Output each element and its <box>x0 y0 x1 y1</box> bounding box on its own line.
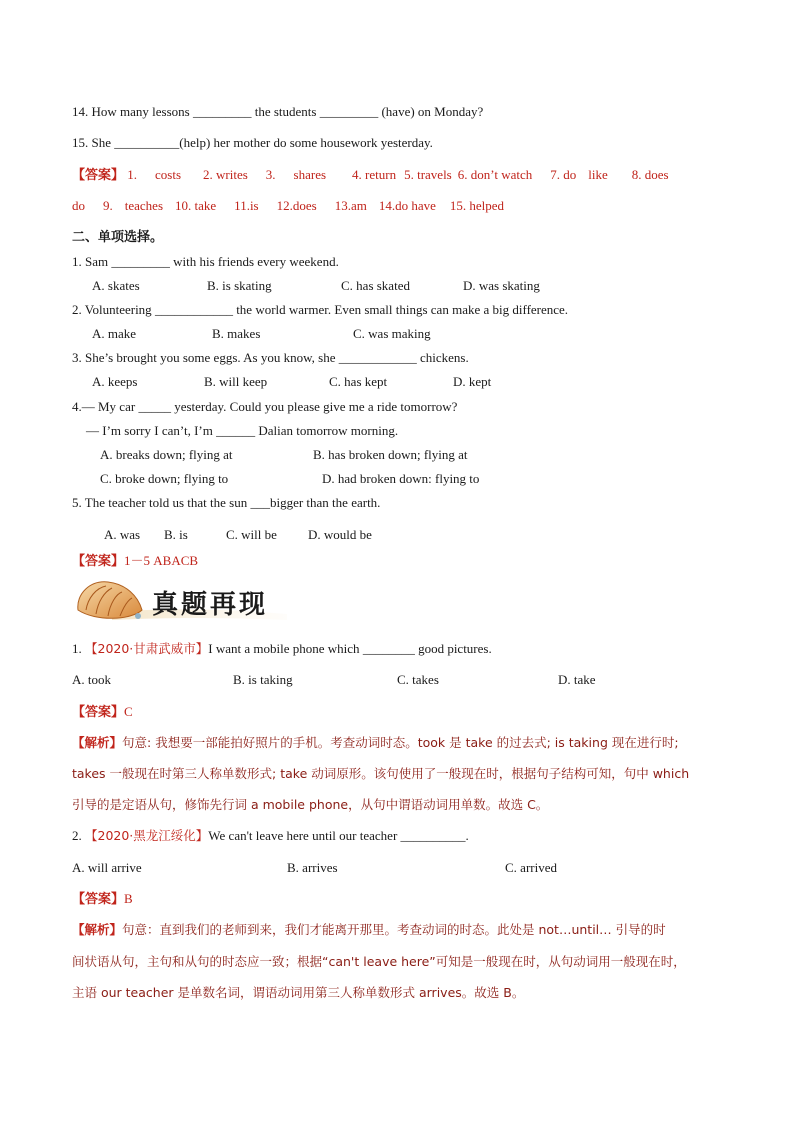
exam-analysis-2: 【解析】句意：直到我们的老师到来，我们才能离开那里。考查动词的时态。此处是 not…until… 引导的时 <box>72 922 666 937</box>
answer-item: 13.am <box>334 198 367 213</box>
mc-question-5: 5. The teacher told us that the sun ___bigger than the earth. <box>72 495 381 510</box>
exam-question-2: 2. 【2020·黑龙江绥化】We can't leave here until our teacher __________. <box>72 828 469 843</box>
answer-item: 14.do have <box>378 198 436 213</box>
answer-item: 5. travels <box>404 167 452 182</box>
exam-options-1 <box>72 671 724 689</box>
option[interactable]: A. skates <box>92 278 140 293</box>
answers-line-2 <box>72 197 724 215</box>
exam-analysis-2-line3: 主语 our teacher 是单数名词，谓语动词用第三人称单数形式 arrives。故选 B。 <box>72 985 525 1000</box>
answer-item: 1. <box>127 167 138 182</box>
answer-item: 7. do <box>550 167 577 182</box>
mc-options-4b <box>100 470 724 488</box>
answer-item: teaches <box>124 198 164 213</box>
answer-item: costs <box>155 167 182 182</box>
option[interactable]: A. make <box>92 326 137 341</box>
exam-analysis-1: 【解析】句意: 我想要一部能拍好照片的手机。考查动词时态。took 是 take 的过去式; is taking 现在进行时; <box>72 735 679 750</box>
option[interactable]: D. would be <box>308 527 372 542</box>
answer-item: 4. return <box>352 167 397 182</box>
answer-item: 9. <box>103 198 113 213</box>
option[interactable]: C. broke down; flying to <box>100 471 229 486</box>
answer-list <box>72 198 514 213</box>
answer-item: 15. helped <box>449 198 505 213</box>
option[interactable]: C. will be <box>226 527 277 542</box>
option[interactable]: B. will keep <box>204 374 268 389</box>
blank: _________ <box>192 104 252 119</box>
option[interactable]: C. was making <box>353 326 431 341</box>
option[interactable]: B. is skating <box>207 278 272 293</box>
blank: _____ <box>138 399 171 414</box>
option[interactable]: A. will arrive <box>72 860 142 875</box>
mc-question-1: 1. Sam _________ with his friends every weekend. <box>72 254 339 269</box>
blank: ____________ <box>338 350 417 365</box>
answer-item: 12.does <box>276 198 317 213</box>
blank: ___ <box>250 495 270 510</box>
option[interactable]: C. arrived <box>505 860 557 875</box>
answer-item: do <box>72 198 85 213</box>
answer-item: 8. does <box>631 167 669 182</box>
option[interactable]: B. has broken down; flying at <box>313 447 468 462</box>
mc-options-2 <box>92 325 724 343</box>
exam-analysis-2-line2: 间状语从句，主句和从句的时态应一致；根据“can't leave here”可知是一般现在时，从句动词用一般现在时， <box>72 954 686 969</box>
answer-item: 3. <box>265 167 276 182</box>
answer-tag: 【答案】 <box>72 167 125 182</box>
option[interactable]: D. take <box>558 672 596 687</box>
question-14: 14. How many lessons _________ the students _________ (have) on Monday? <box>72 104 484 119</box>
exam-analysis-1-line2: takes 一般现在时第三人称单数形式; take 动词原形。该句使用了一般现在时，根据句子结构可知，句中 which <box>72 766 690 781</box>
source-tag: 【2020·黑龙江绥化】 <box>85 828 209 843</box>
mc-options-1 <box>92 277 724 295</box>
blank: _________ <box>319 104 379 119</box>
mc-question-4: 4.— My car _____ yesterday. Could you please give me a ride tomorrow? <box>72 399 458 414</box>
answer-item: shares <box>293 167 327 182</box>
answer-item: 10. take <box>175 198 217 213</box>
blank: ______ <box>216 423 256 438</box>
blank: ________ <box>362 641 415 656</box>
exam-question-1: 1. 【2020·甘肃武威市】I want a mobile phone which ________ good pictures. <box>72 641 492 656</box>
source-tag: 【2020·甘肃武威市】 <box>85 641 209 656</box>
option[interactable]: D. was skating <box>463 278 540 293</box>
mc-options-4a <box>100 446 724 464</box>
option[interactable]: B. is taking <box>233 672 293 687</box>
exam-analysis-1-line3: 引导的是定语从句，修饰先行词 a mobile phone，从句中谓语动词用单数。故选 C。 <box>72 797 549 812</box>
section-banner <box>72 576 292 626</box>
answer-item: 11.is <box>234 198 259 213</box>
blank: __________ <box>400 828 466 843</box>
mc-answer: 【答案】1－5 ABACB <box>72 553 199 568</box>
option[interactable]: A. took <box>72 672 111 687</box>
exam-answer-2: 【答案】B <box>72 891 133 906</box>
option[interactable]: C. has kept <box>329 374 388 389</box>
mc-question-2: 2. Volunteering ____________ the world warmer. Even small things can make a big difference. <box>72 302 569 317</box>
mc-question-4-reply: — I’m sorry I can’t, I’m ______ Dalian tomorrow morning. <box>86 423 399 438</box>
blank: __________ <box>114 135 180 150</box>
option[interactable]: D. had broken down: flying to <box>322 471 480 486</box>
mc-options-3 <box>92 373 724 391</box>
question-15: 15. She __________(help) her mother do some housework yesterday. <box>72 135 433 150</box>
exam-options-2 <box>72 859 724 877</box>
option[interactable]: A. keeps <box>92 374 138 389</box>
exam-answer-1: 【答案】C <box>72 704 133 719</box>
answer-item: like <box>588 167 608 182</box>
option[interactable]: C. has skated <box>341 278 410 293</box>
mc-options-5 <box>104 526 724 544</box>
mc-question-3: 3. She’s brought you some eggs. As you know, she ____________ chickens. <box>72 350 469 365</box>
answer-list <box>127 167 678 182</box>
answers-line-1 <box>72 166 724 184</box>
option[interactable]: B. arrives <box>287 860 338 875</box>
blank: _________ <box>111 254 170 269</box>
option[interactable]: C. takes <box>397 672 439 687</box>
option[interactable]: A. breaks down; flying at <box>100 447 233 462</box>
banner-title: 真题再现 <box>152 590 269 620</box>
section-heading: 二、单项选择。 <box>72 230 164 245</box>
option[interactable]: D. kept <box>453 374 492 389</box>
option[interactable]: B. is <box>164 527 188 542</box>
blank: ____________ <box>154 302 233 317</box>
answer-item: 6. don’t watch <box>457 167 533 182</box>
option[interactable]: B. makes <box>212 326 261 341</box>
option[interactable]: A. was <box>104 527 141 542</box>
answer-item: 2. writes <box>203 167 248 182</box>
